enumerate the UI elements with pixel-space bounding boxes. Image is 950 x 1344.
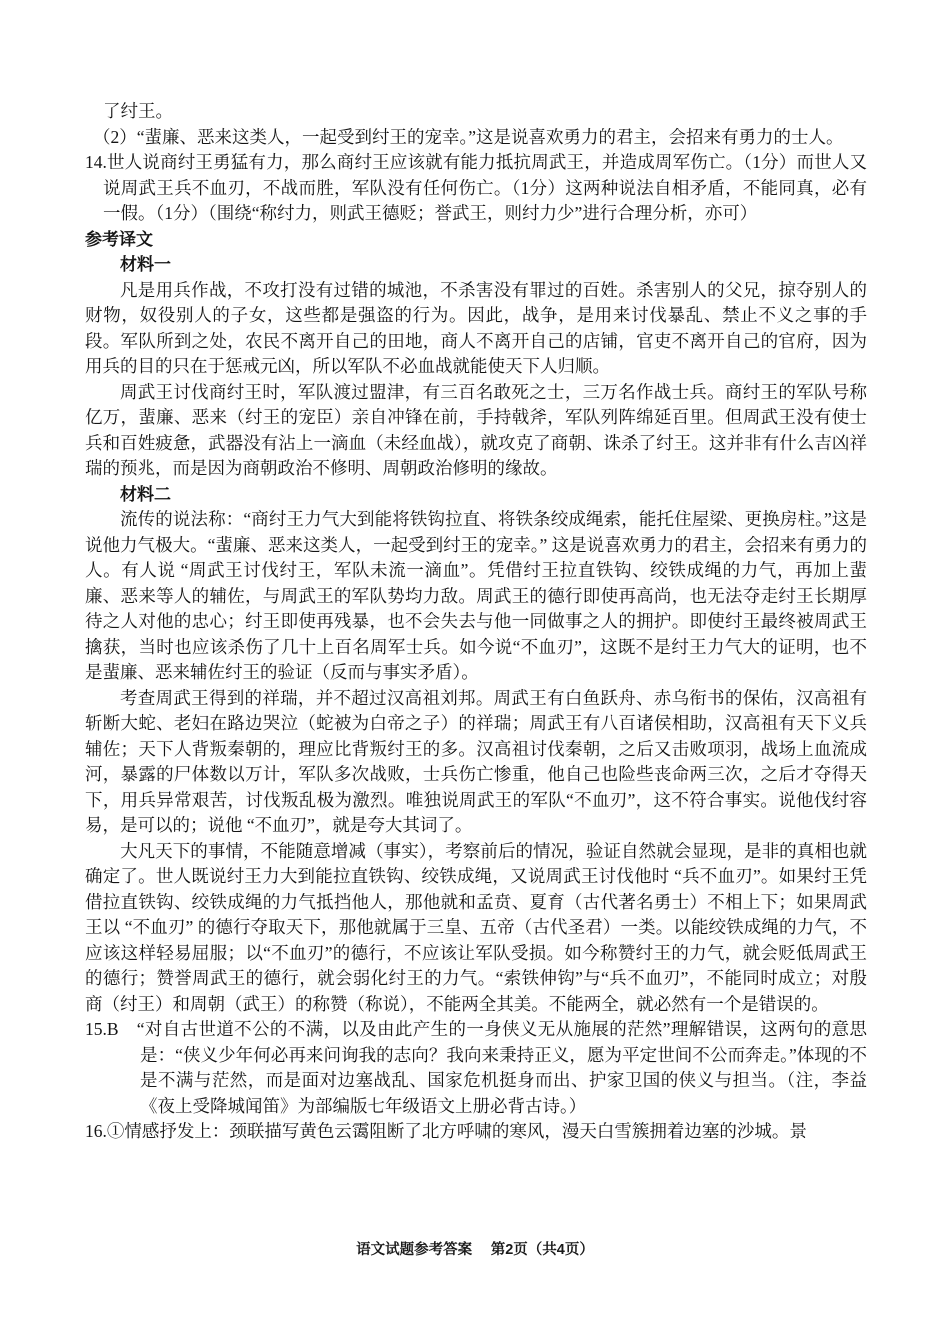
translation-paragraph: 考查周武王得到的祥瑞，并不超过汉高祖刘邦。周武王有白鱼跃舟、赤乌衔书的保佑，汉高祖有斩断大蛇、老妇在路边哭泣（蛇被为白帝之子）的祥瑞；周武王有八百诸侯相助，汉高祖有天下义兵辅佐；天下人背叛秦朝的，理应比背叛纣王的多。汉高祖讨伐秦朝，之后又击败项羽，战场上血流成河，暴露的尸体数以万计，军队多次战败，士兵伤亡惨重，他自己也险些丧命两三次，之后才夺得天下，用兵异常艰苦，讨伐叛乱极为激烈。唯独说周武王的军队“不血刃”，这不符合事实。说他伐纣容易，是可以的；说他 “不血刃”，就是夸大其词了。 [85,687,867,835]
translation-paragraph: 流传的说法称：“商纣王力气大到能将铁钩拉直、将铁条绞成绳索，能托住屋梁、更换房柱。”这是说他力气极大。“蜚廉、恶来这类人，一起受到纣王的宠幸。” 这是说喜欢勇力的君主，会招来有勇力的人。有人说 “周武王讨伐纣王，军队未流一滴血”。凭借纣王拉直铁钩、绞铁成绳的力气，再加上蜚廉、恶来等人的辅佐，与周武王的军队势均力敌。周武王的德行即使再高尚，也无法夺走纣王长期厚待之人对他的忠心；纣王即使再残暴，也不会失去与他一同做事之人的拥护。即使纣王最终被周武王擒获，当时也应该杀伤了几十上百名周军士兵。如今说“不血刃”，这既不是纣王力气大的证明，也不是蜚廉、恶来辅佐纣王的验证（反而与事实矛盾）。 [85,509,867,682]
answer-item-15: 15.B “对自古世道不公的不满，以及由此产生的一身侠义无从施展的茫然”理解错误，这两句的意思是：“侠义少年何必再来问询我的志向？我向来秉持正义，愿为平定世间不公而奔走。”体现的不是不满与茫然，而是面对边塞战乱、国家危机挺身而出、护家卫国的侠义与担当。（注，李益《夜上受降城闻笛》为部编版七年级语文上册必背古诗。） [85,1019,867,1116]
section-heading-reference-translation: 参考译文 [85,229,153,249]
translation-paragraph: 大凡天下的事情，不能随意增减（事实），考察前后的情况，验证自然就会显现，是非的真相也就确定了。世人既说纣王力大到能拉直铁钩、绞铁成绳，又说周武王讨伐他时 “兵不血刃”。如果纣王凭借拉直铁钩、绞铁成绳的力气抵挡他人，那他就和孟贲、夏育（古代著名勇士）不相上下；如果周武王以 “不血刃” 的德行夺取天下，那他就属于三皇、五帝（古代圣君）一类。以能绞铁成绳的力气，不应该这样轻易屈服；以“不血刃”的德行，不应该让军队受损。如今称赞纣王的力气，就会贬低周武王的德行；赞誉周武王的德行，就会弱化纣王的力气。“索铁伸钩”与“兵不血刃”，不能同时成立；对殷商（纣王）和周朝（武王）的称赞（称说），不能两全其美。不能两全，就必然有一个是错误的。 [85,840,867,1014]
answer-item-16: 16.①情感抒发上：颈联描写黄色云霭阻断了北方呼啸的寒风，漫天白雪簇拥着边塞的沙城。景 [85,1121,807,1141]
answer-item-2: （2）“蜚廉、恶来这类人，一起受到纣王的宠幸。”这是说喜欢勇力的君主，会招来有勇力的士人。 [93,126,844,147]
subheading-material-1: 材料一 [120,255,171,274]
paragraph-continuation: 了纣王。 [103,101,173,121]
answer-item-14: 14.世人说商纣王勇猛有力，那么商纣王应该就有能力抵抗周武王，并造成周军伤亡。（1分）而世人又说周武王兵不血刃，不战而胜，军队没有任何伤亡。（1分）这两种说法自相矛盾，不能同真，必有一假。（1分）（围绕“称纣力，则武王德贬；誉武王，则纣力少”进行合理分析，亦可） [85,152,867,223]
translation-paragraph: 周武王讨伐商纣王时，军队渡过盟津，有三百名敢死之士，三万名作战士兵。商纣王的军队号称亿万，蜚廉、恶来（纣王的宠臣）亲自冲锋在前，手持戟斧，军队列阵绵延百里。但周武王没有使士兵和百姓疲惫，武器没有沾上一滴血（未经血战），就攻克了商朝、诛杀了纣王。这并非有什么吉凶祥瑞的预兆，而是因为商朝政治不修明、周朝政治修明的缘故。 [85,381,867,478]
document-body [85,99,867,1145]
translation-paragraph: 凡是用兵作战，不攻打没有过错的城池，不杀害没有罪过的百姓。杀害别人的父兄，掠夺别人的财物，奴役别人的子女，这些都是强盗的行为。因此，战争，是用来讨伐暴乱、禁止不义之事的手段。军队所到之处，农民不离开自己的田地，商人不离开自己的店铺，官吏不离开自己的官府，因为用兵的目的只在于惩戒元凶，所以军队不必血战就能使天下人归顺。 [85,279,867,376]
page-footer: 语文试题参考答案 第2页（共4页） [356,1242,594,1258]
subheading-material-2: 材料二 [120,484,171,504]
